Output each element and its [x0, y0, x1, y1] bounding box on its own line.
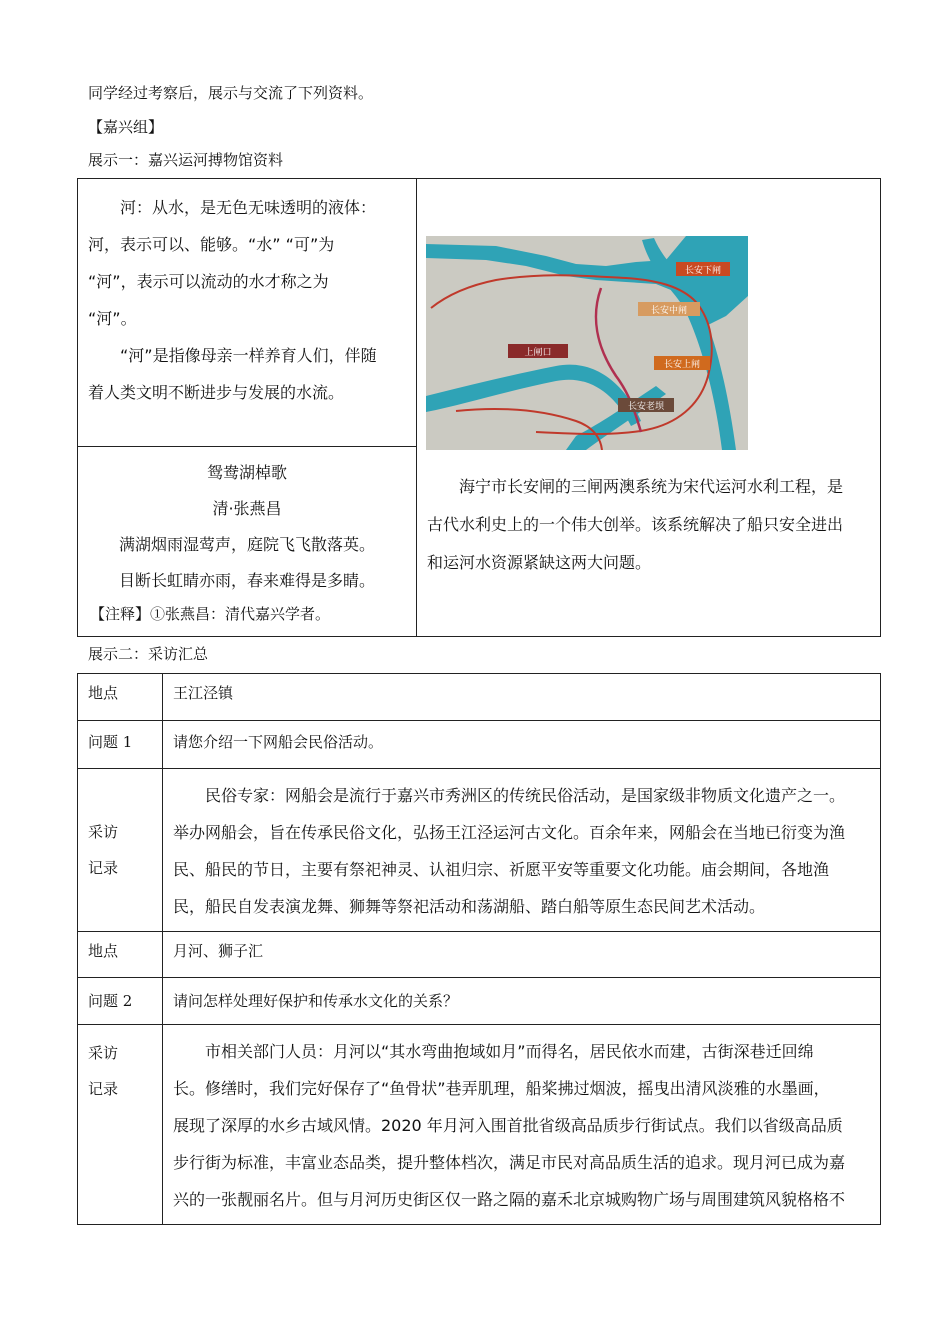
map-label-old-dam-text: 长安老坝: [627, 402, 665, 412]
record1-line-1: 民俗专家：网船会是流行于嘉兴市秀洲区的传统民俗活动，是国家级非物质文化遗产之一。: [205, 786, 846, 805]
show2-title: 展示二：采访汇总: [88, 645, 209, 663]
poem-author: 清·张燕昌: [212, 499, 282, 518]
record2-line-2: 长。修缮时，我们完好保存了“鱼骨状”巷弄肌理，船桨拂过烟波，摇曳出清风淡雅的水墨画，: [173, 1079, 830, 1098]
map-cell: [417, 179, 881, 637]
record2-line-1: 市相关部门人员：月河以“其水弯曲抱域如月”而得名，居民依水而建，古街深巷迁回绵: [205, 1042, 814, 1061]
poem-line-1: 满湖烟雨湿莺声，庭院飞飞散落英。: [118, 535, 375, 554]
question-value-1: 请您介绍一下网船会民俗活动。: [163, 721, 881, 769]
map-label-lower-gate-text: 长安下闸: [684, 266, 722, 276]
poem-line-2: 目断长虹睛亦雨，春来难得是多睛。: [118, 571, 375, 590]
record2-line-5: 兴的一张靓丽名片。但与月河历史街区仅一路之隔的嘉禾北京城购物广场与周围建筑风貌格格不: [173, 1190, 846, 1209]
record1-line-2: 举办网船会，旨在传承民俗文化，弘扬王江泾运河古文化。百余年来，网船会在当地已衍变为渔: [173, 823, 846, 842]
museum-table: [77, 178, 881, 637]
intro-text: 同学经过考察后，展示与交流了下列资料。: [88, 84, 374, 102]
record-label-1: [78, 769, 163, 932]
record2-line-4: 步行街为标准，丰富业态品类，提升整体档次，满足市民对高品质生活的追求。现月河已成为嘉: [173, 1153, 846, 1172]
river-line-6: 着人类文明不断进步与发展的水流。: [88, 383, 345, 402]
record-label-1b: 记录: [88, 859, 119, 877]
poem-note: 【注释】①张燕昌：清代嘉兴学者。: [90, 605, 331, 623]
map-caption-line-2: 古代水利史上的一个伟大创举。该系统解决了船只安全进出: [427, 515, 844, 534]
question-value-2: 请问怎样处理好保护和传承水文化的关系？: [163, 978, 881, 1025]
location-value-2: 月河、狮子汇: [163, 932, 881, 978]
location-label-1: 地点: [78, 674, 163, 721]
poem-cell: [78, 447, 417, 637]
map-label-upper-gate-text: 长安上闸: [663, 360, 701, 370]
show1-title: 展示一：嘉兴运河搏物馆资料: [88, 151, 284, 169]
river-definition-cell: [78, 179, 417, 447]
record-body-1: [163, 769, 881, 932]
question-label-2: 问题 2: [78, 978, 163, 1025]
location-value-1: 王江泾镇: [163, 674, 881, 721]
canal-map-svg: [426, 236, 748, 450]
interview-table: [77, 673, 881, 1225]
location-label-2: 地点: [78, 932, 163, 978]
river-line-5: “河”是指像母亲一样养育人们，伴随: [120, 346, 377, 365]
record-label-2: [78, 1025, 163, 1225]
map-caption-line-1: 海宁市长安闸的三闸两澳系统为宋代运河水利工程，是: [459, 477, 844, 496]
record2-line-3: 展现了深厚的水乡古域风情。2020 年月河入围首批省级高品质步行街试点。我们以省级高品质: [173, 1116, 843, 1135]
record-label-2b: 记录: [88, 1080, 119, 1098]
river-line-1: 河：从水，是无色无味透明的液体：: [120, 198, 377, 217]
river-line-2: 河，表示可以、能够。“水” “可”为: [88, 235, 335, 254]
record-label-1a: 采访: [88, 823, 119, 841]
map-label-middle-gate-text: 长安中闸: [650, 306, 688, 316]
record-label-2a: 采访: [88, 1044, 119, 1062]
river-line-3: “河”，表示可以流动的水才称之为: [88, 272, 329, 291]
river-line-4: “河”。: [88, 309, 137, 328]
map-caption-line-3: 和运河水资源紧缺这两大问题。: [427, 553, 652, 572]
canal-map-image: [426, 236, 748, 450]
record1-line-4: 民，船民自发表演龙舞、狮舞等祭祀活动和荡湖船、踏白船等原生态民间艺术活动。: [173, 897, 766, 916]
question-label-1: 问题 1: [78, 721, 163, 769]
map-label-upper-entrance-text: 上闸口: [524, 348, 552, 358]
record-body-2: [163, 1025, 881, 1225]
poem-title: 鸳鸯湖棹歌: [206, 463, 287, 482]
group-heading: 【嘉兴组】: [88, 118, 164, 136]
record1-line-3: 民、船民的节日，主要有祭祀神灵、认祖归宗、祈愿平安等重要文化功能。庙会期间，各地渔: [173, 860, 830, 879]
